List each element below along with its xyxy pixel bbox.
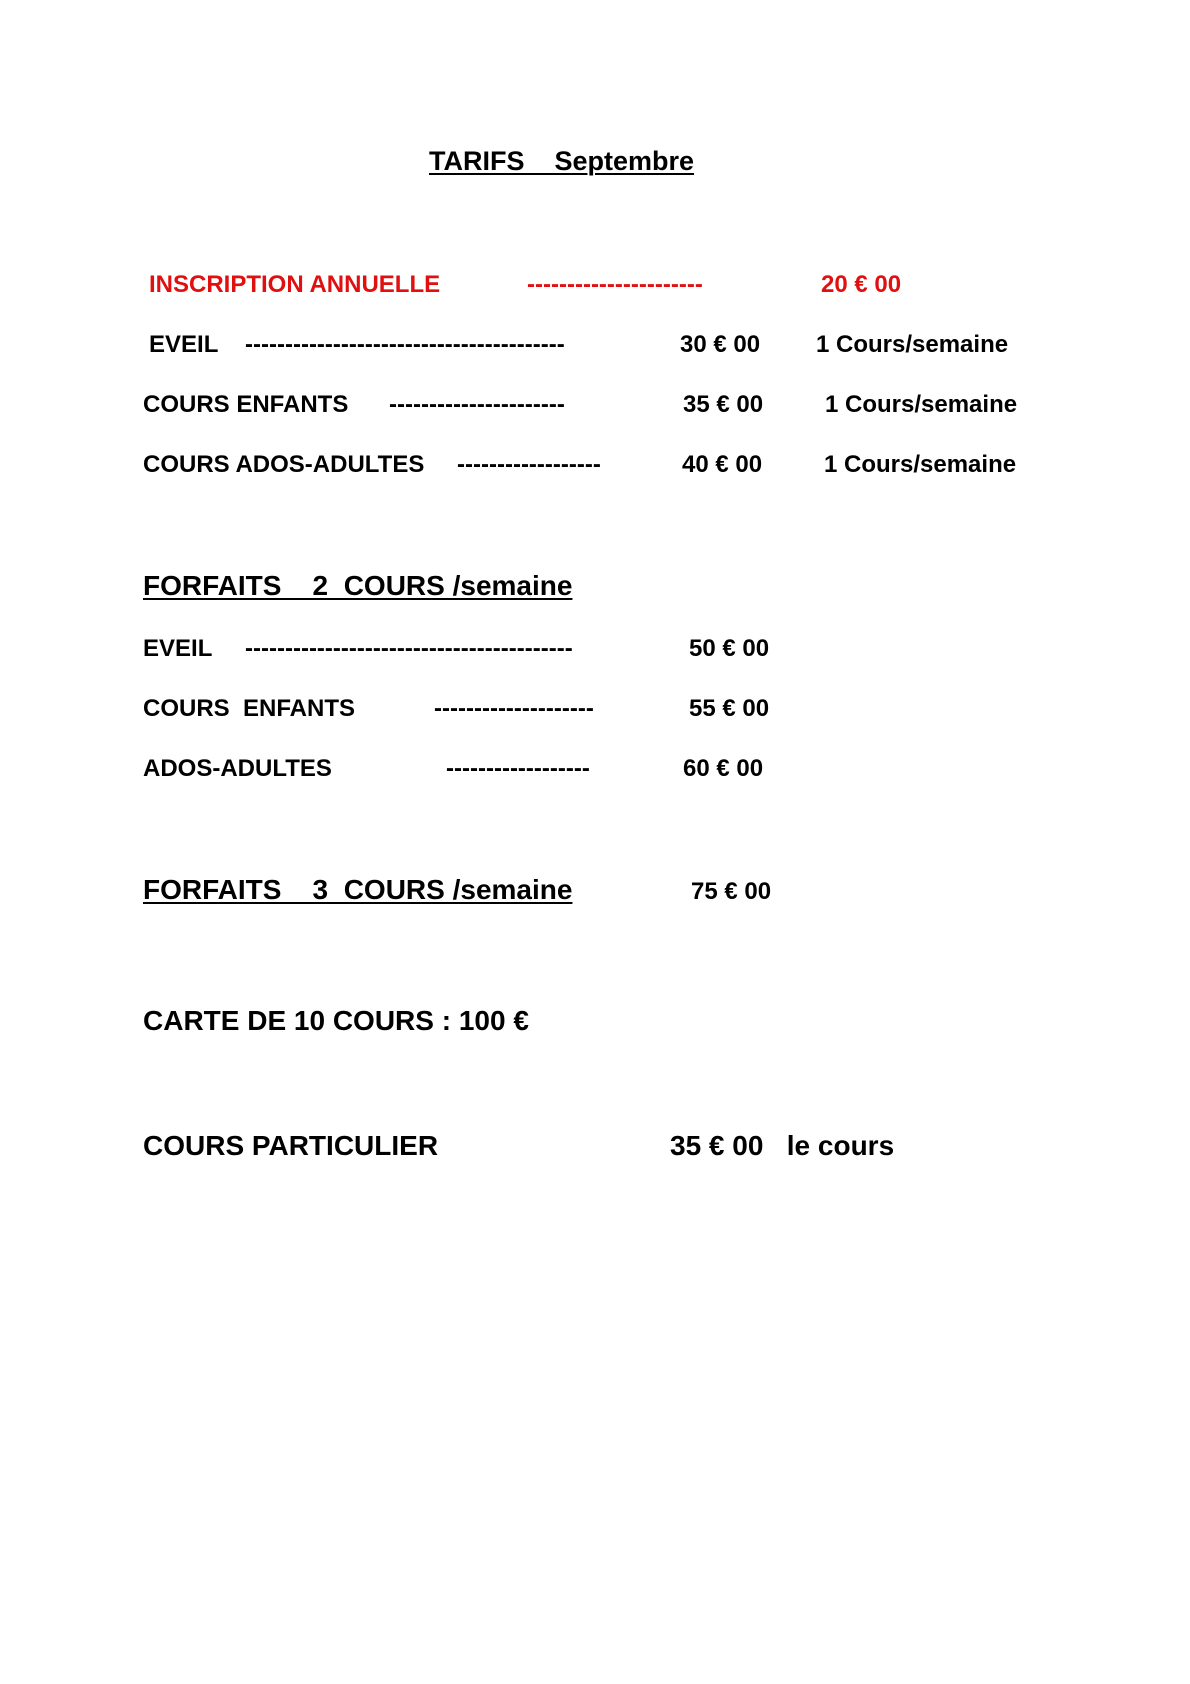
forfait2-eveil-label: EVEIL (143, 635, 213, 662)
ados-adultes-price: 40 € 00 (682, 451, 763, 478)
forfait2-eveil-dashes: ----------------------------------------- (245, 635, 573, 662)
forfait3-price: 75 € 00 (691, 878, 772, 905)
inscription-price: 20 € 00 (821, 271, 902, 298)
enfants-price: 35 € 00 (683, 391, 764, 418)
page-title: TARIFS Septembre (429, 146, 695, 176)
carte-10-cours: CARTE DE 10 COURS : 100 € (143, 1005, 529, 1036)
ados-adultes-dashes: ------------------ (457, 451, 601, 478)
inscription-dashes: ---------------------- (527, 271, 703, 298)
enfants-dashes: ---------------------- (389, 391, 565, 418)
enfants-note: 1 Cours/semaine (825, 391, 1018, 418)
forfait2-enfants-label: COURS ENFANTS (143, 695, 356, 722)
cours-particulier-price: 35 € 00 le cours (670, 1130, 895, 1161)
ados-adultes-label: COURS ADOS-ADULTES (143, 451, 425, 478)
forfait3-heading: FORFAITS 3 COURS /semaine (143, 874, 573, 905)
forfait2-ados-adultes-price: 60 € 00 (683, 755, 764, 782)
eveil-price: 30 € 00 (680, 331, 761, 358)
forfait2-ados-adultes-label: ADOS-ADULTES (143, 755, 332, 782)
forfait2-enfants-price: 55 € 00 (689, 695, 770, 722)
forfait2-enfants-dashes: -------------------- (434, 695, 594, 722)
forfait2-eveil-price: 50 € 00 (689, 635, 770, 662)
forfait2-heading: FORFAITS 2 COURS /semaine (143, 570, 573, 601)
ados-adultes-note: 1 Cours/semaine (824, 451, 1017, 478)
eveil-dashes: ---------------------------------------- (245, 331, 565, 358)
enfants-label: COURS ENFANTS (143, 391, 349, 418)
forfait2-ados-adultes-dashes: ------------------ (446, 755, 590, 782)
cours-particulier-label: COURS PARTICULIER (143, 1130, 439, 1161)
eveil-note: 1 Cours/semaine (816, 331, 1009, 358)
eveil-label: EVEIL (149, 331, 219, 358)
inscription-label: INSCRIPTION ANNUELLE (149, 271, 441, 298)
